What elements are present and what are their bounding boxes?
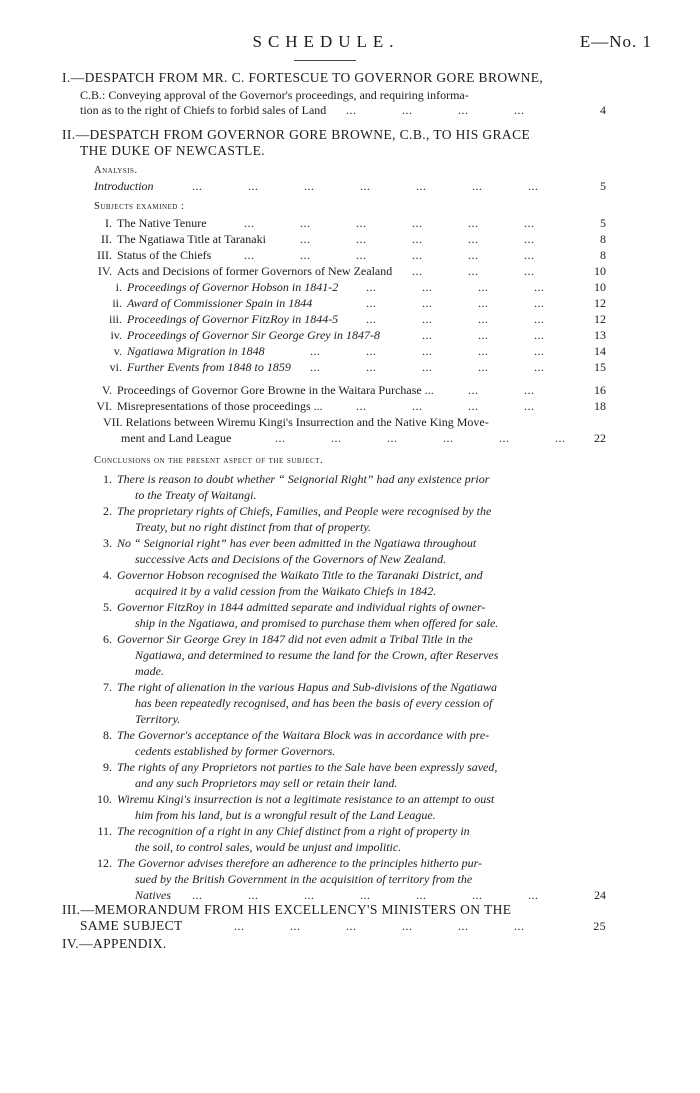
page-number: 14 [594, 344, 606, 358]
conclusion-entry [94, 504, 606, 518]
item-number: III. [97, 248, 112, 262]
page-number: 8 [600, 248, 606, 262]
entry-text: Proceedings of Governor Hobson in 1841-2 [127, 280, 339, 294]
dot-leader: ... [534, 360, 545, 374]
dot-leader: ... [478, 344, 489, 358]
dot-leader: ... [524, 216, 535, 230]
conclusion-entry [94, 632, 606, 646]
item-number: 10. [97, 792, 112, 806]
dot-leader: ... [499, 431, 510, 445]
conclusion-entry [94, 680, 606, 694]
dot-leader: ... [468, 264, 479, 278]
dot-leader: ... [310, 344, 321, 358]
dot-leader: ... [387, 431, 398, 445]
conclusion-continuation [94, 744, 606, 758]
entry-text: The rights of any Proprietors not parties to the Sale have been expressly saved, [117, 760, 498, 774]
dot-leader: ... [192, 179, 203, 193]
subject-entry [90, 264, 606, 278]
conclusion-continuation [94, 664, 606, 678]
item-number: 12. [97, 856, 112, 870]
dot-leader: ... [478, 360, 489, 374]
dot-leader: ... [458, 919, 469, 933]
dot-leader: ... [528, 888, 539, 902]
conclusion-entry [94, 728, 606, 742]
dot-leader: ... [356, 248, 367, 262]
section-2-heading-cont: THE DUKE OF NEWCASTLE. [80, 143, 266, 158]
conclusion-continuation [94, 616, 606, 630]
page-number: 25 [593, 919, 606, 933]
entry-text: successive Acts and Decisions of the Governors of New Zealand. [135, 552, 447, 566]
item-number: 5. [103, 600, 112, 614]
conclusion-continuation [94, 520, 606, 534]
dot-leader: ... [192, 888, 203, 902]
page-number: 15 [594, 360, 606, 374]
dot-leader: ... [478, 312, 489, 326]
entry-text: Wiremu Kingi's insurrection is not a legitimate resistance to an attempt to oust [117, 792, 495, 806]
dot-leader: ... [524, 383, 535, 397]
item-number: 7. [103, 680, 112, 694]
entry-text: him from his land, but is a wrongful result of the Land League. [135, 808, 436, 822]
dot-leader: ... [310, 360, 321, 374]
dot-leader: ... [346, 103, 357, 117]
entry-text: Natives [135, 888, 171, 902]
dot-leader: ... [524, 399, 535, 413]
item-number: IV. [97, 264, 112, 278]
dot-leader: ... [422, 344, 433, 358]
entry-text: Further Events from 1848 to 1859 [127, 360, 291, 374]
item-number: I. [105, 216, 112, 230]
entry-text: The right of alienation in the various Hapus and Sub-divisions of the Ngatiawa [117, 680, 497, 694]
conclusion-continuation [94, 488, 606, 502]
entry-text: Governor Sir George Grey in 1847 did not even admit a Tribal Title in the [117, 632, 473, 646]
sub-item-entry [100, 344, 606, 358]
item-number: 11. [97, 824, 112, 838]
conclusion-continuation [94, 712, 606, 726]
dot-leader: ... [412, 399, 423, 413]
page-number: 24 [594, 888, 606, 902]
conclusion-entry [94, 600, 606, 614]
subject-entry [90, 248, 606, 262]
dot-leader: ... [244, 248, 255, 262]
dot-leader: ... [290, 919, 301, 933]
dot-leader: ... [248, 888, 259, 902]
dot-leader: ... [422, 312, 433, 326]
dot-leader: ... [514, 103, 525, 117]
dot-leader: ... [366, 360, 377, 374]
page-number: 22 [594, 431, 606, 445]
dot-leader: ... [468, 216, 479, 230]
subject-entry [90, 399, 606, 413]
dot-leader: ... [534, 328, 545, 342]
entry-text: The Ngatiawa Title at Taranaki [117, 232, 266, 246]
entry-text: Misrepresentations of those proceedings ... [117, 399, 323, 413]
dot-leader: ... [416, 888, 427, 902]
dot-leader: ... [534, 280, 545, 294]
conclusion-entry [94, 472, 606, 486]
page-number: 10 [594, 280, 606, 294]
sub-item-entry [100, 328, 606, 342]
page-number: 12 [594, 312, 606, 326]
dot-leader: ... [458, 103, 469, 117]
dot-leader: ... [524, 264, 535, 278]
entry-text: Award of Commissioner Spain in 1844 [127, 296, 313, 310]
item-number: 4. [103, 568, 112, 582]
entry-text: Proceedings of Governor Sir George Grey in 1847-8 [127, 328, 380, 342]
item-number: 2. [103, 504, 112, 518]
entry-text: sued by the British Government in the acquisition of territory from the [135, 872, 473, 886]
conclusion-continuation [94, 888, 606, 902]
conclusion-continuation [94, 552, 606, 566]
entry-text: Governor FitzRoy in 1844 admitted separate and individual rights of owner- [117, 600, 486, 614]
dot-leader: ... [248, 179, 259, 193]
conclusion-continuation [94, 648, 606, 662]
dot-leader: ... [468, 399, 479, 413]
conclusion-continuation [94, 840, 606, 854]
subject-entry [90, 383, 606, 397]
dot-leader: ... [360, 179, 371, 193]
dot-leader: ... [244, 216, 255, 230]
conclusion-continuation [94, 584, 606, 598]
entry-text: ship in the Ngatiawa, and promised to purchase them when offered for sale. [135, 616, 499, 630]
dot-leader: ... [304, 888, 315, 902]
entry-text: The Governor advises therefore an adherence to the principles hitherto pur- [117, 856, 483, 870]
section-3-heading: III.—MEMORANDUM FROM HIS EXCELLENCY'S MINISTERS ON THE [62, 902, 512, 917]
item-number: ii. [112, 296, 122, 310]
entry-text: Governor Hobson recognised the Waikato Title to the Taranaki District, and [117, 568, 483, 582]
item-number: II. [101, 232, 112, 246]
page-number: 4 [600, 103, 606, 117]
dot-leader: ... [422, 296, 433, 310]
dot-leader: ... [534, 312, 545, 326]
item-number: iii. [108, 312, 122, 326]
entry-text: Treaty, but no right distinct from that of property. [135, 520, 372, 534]
conclusion-continuation [94, 696, 606, 710]
dot-leader: ... [478, 280, 489, 294]
section-2-heading: II.—DESPATCH FROM GOVERNOR GORE BROWNE, C.B., TO HIS GRACE [62, 127, 531, 142]
dot-leader: ... [366, 280, 377, 294]
section-3-heading-cont: SAME SUBJECT 25 ... ... ... ... ... ... [80, 918, 606, 933]
entry-text: The proprietary rights of Chiefs, Families, and People were recognised by the [117, 504, 492, 518]
entry-text: The Governor's acceptance of the Waitara Block was in accordance with pre- [117, 728, 490, 742]
item-number: 9. [103, 760, 112, 774]
dot-leader: ... [416, 179, 427, 193]
item-number: v. [113, 344, 122, 358]
entry-text: made. [135, 664, 164, 678]
conclusion-entry [94, 792, 606, 806]
dot-leader: ... [478, 328, 489, 342]
dot-leader: ... [524, 248, 535, 262]
entry-text: Acts and Decisions of former Governors of New Zealand [117, 264, 393, 278]
entry-text: There is reason to doubt whether “ Seignorial Right” had any existence prior [117, 472, 490, 486]
sub-item-entry [100, 360, 606, 374]
item-number: 6. [103, 632, 112, 646]
entry-text: Proceedings of Governor Gore Browne in the Waitara Purchase ... [117, 383, 434, 397]
item-number: V. [101, 383, 112, 397]
conclusion-entry [94, 824, 606, 838]
dot-leader: ... [300, 216, 311, 230]
dot-leader: ... [304, 179, 315, 193]
conclusion-entry [94, 568, 606, 582]
item-number: 3. [103, 536, 112, 550]
page-number: 16 [594, 383, 606, 397]
analysis-heading: Analysis. [94, 165, 138, 176]
entry-text: and any such Proprietors may sell or retain their land. [135, 776, 398, 790]
dot-leader: ... [356, 216, 367, 230]
entry-text: cedents established by former Governors. [135, 744, 336, 758]
entry-text: The Native Tenure [117, 216, 207, 230]
section-1-last-line: tion as to the right of Chiefs to forbid sales of Land 4 ... ... ... ... [80, 103, 606, 117]
item-number: 8. [103, 728, 112, 742]
conclusion-continuation [94, 776, 606, 790]
conclusion-entry [94, 760, 606, 774]
item-number: vi. [109, 360, 122, 374]
entry-text: Ngatiawa, and determined to resume the land for the Crown, after Reserves [135, 648, 499, 662]
dot-leader: ... [402, 103, 413, 117]
dot-leader: ... [360, 888, 371, 902]
dot-leader: ... [422, 328, 433, 342]
dot-leader: ... [366, 312, 377, 326]
sub-item-entry [100, 312, 606, 326]
page-number: 5 [600, 179, 606, 193]
entry-text: has been repeatedly recognised, and has been the basis of every cession of [135, 696, 493, 710]
dot-leader: ... [528, 179, 539, 193]
conclusion-continuation [94, 808, 606, 822]
dot-leader: ... [234, 919, 245, 933]
dot-leader: ... [331, 431, 342, 445]
item-number: iv. [110, 328, 122, 342]
entry-text: acquired it by a valid cession from the Waikato Chiefs in 1842. [135, 584, 437, 598]
section-1-heading: I.—DESPATCH FROM MR. C. FORTESCUE TO GOVERNOR GORE BROWNE, [62, 70, 544, 85]
page-number: 12 [594, 296, 606, 310]
page-title: SCHEDULE. [252, 32, 400, 51]
entry-text: Ngatiawa Migration in 1848 [127, 344, 265, 358]
item-number: VI. [96, 399, 112, 413]
entry-text: Territory. [135, 712, 181, 726]
title-rule [294, 60, 356, 61]
item-number: 1. [103, 472, 112, 486]
dot-leader: ... [514, 919, 525, 933]
entry-text: to the Treaty of Waitangi. [135, 488, 257, 502]
page-number: 5 [600, 216, 606, 230]
dot-leader: ... [346, 919, 357, 933]
dot-leader: ... [412, 248, 423, 262]
dot-leader: ... [534, 344, 545, 358]
dot-leader: ... [443, 431, 454, 445]
dot-leader: ... [555, 431, 566, 445]
entry-text: Status of the Chiefs [117, 248, 212, 262]
introduction-entry: Introduction 5 ... ... ... ... ... ... ... [94, 179, 606, 193]
dot-leader: ... [412, 216, 423, 230]
dot-leader: ... [402, 919, 413, 933]
dot-leader: ... [412, 232, 423, 246]
dot-leader: ... [524, 232, 535, 246]
dot-leader: ... [472, 888, 483, 902]
dot-leader: ... [275, 431, 286, 445]
item-number: i. [115, 280, 122, 294]
subject-entry [90, 232, 606, 246]
conclusion-entry [94, 856, 606, 870]
entry-text: the soil, to control sales, would be unjust and impolitic. [135, 840, 402, 854]
page-number: 8 [600, 232, 606, 246]
dot-leader: ... [366, 344, 377, 358]
dot-leader: ... [300, 232, 311, 246]
dot-leader: ... [534, 296, 545, 310]
subject-entry [90, 216, 606, 230]
sub-item-entry [100, 296, 606, 310]
dot-leader: ... [356, 399, 367, 413]
entry-text: Proceedings of Governor FitzRoy in 1844-5 [127, 312, 339, 326]
conclusion-entry [94, 536, 606, 550]
sub-item-entry [100, 280, 606, 294]
dot-leader: ... [472, 179, 483, 193]
entry-text: The recognition of a right in any Chief distinct from a right of property in [117, 824, 470, 838]
page-number: 13 [594, 328, 606, 342]
section-4-heading: IV.—APPENDIX. [62, 936, 167, 951]
subject-vii-line-2: ment and Land League 22 ... ... ... ... ... ... [121, 431, 606, 445]
dot-leader: ... [422, 360, 433, 374]
page-number: 18 [594, 399, 606, 413]
document-reference: E—No. 1 [579, 32, 652, 51]
dot-leader: ... [412, 264, 423, 278]
conclusions-heading: Conclusions on the present aspect of the subject. [94, 455, 324, 466]
dot-leader: ... [468, 248, 479, 262]
subjects-heading: Subjects examined : [94, 201, 185, 212]
dot-leader: ... [422, 280, 433, 294]
dot-leader: ... [468, 383, 479, 397]
subject-vii-line-1: VII. Relations between Wiremu Kingi's Insurrection and the Native King Move- [103, 415, 489, 429]
entry-text: No “ Seignorial right” has ever been admitted in the Ngatiawa throughout [117, 536, 477, 550]
dot-leader: ... [468, 232, 479, 246]
dot-leader: ... [366, 296, 377, 310]
section-1-description: C.B.: Conveying approval of the Governor's proceedings, and requiring informa- [80, 88, 469, 102]
dot-leader: ... [478, 296, 489, 310]
page-number: 10 [594, 264, 606, 278]
conclusion-continuation [94, 872, 606, 886]
dot-leader: ... [356, 232, 367, 246]
dot-leader: ... [300, 248, 311, 262]
